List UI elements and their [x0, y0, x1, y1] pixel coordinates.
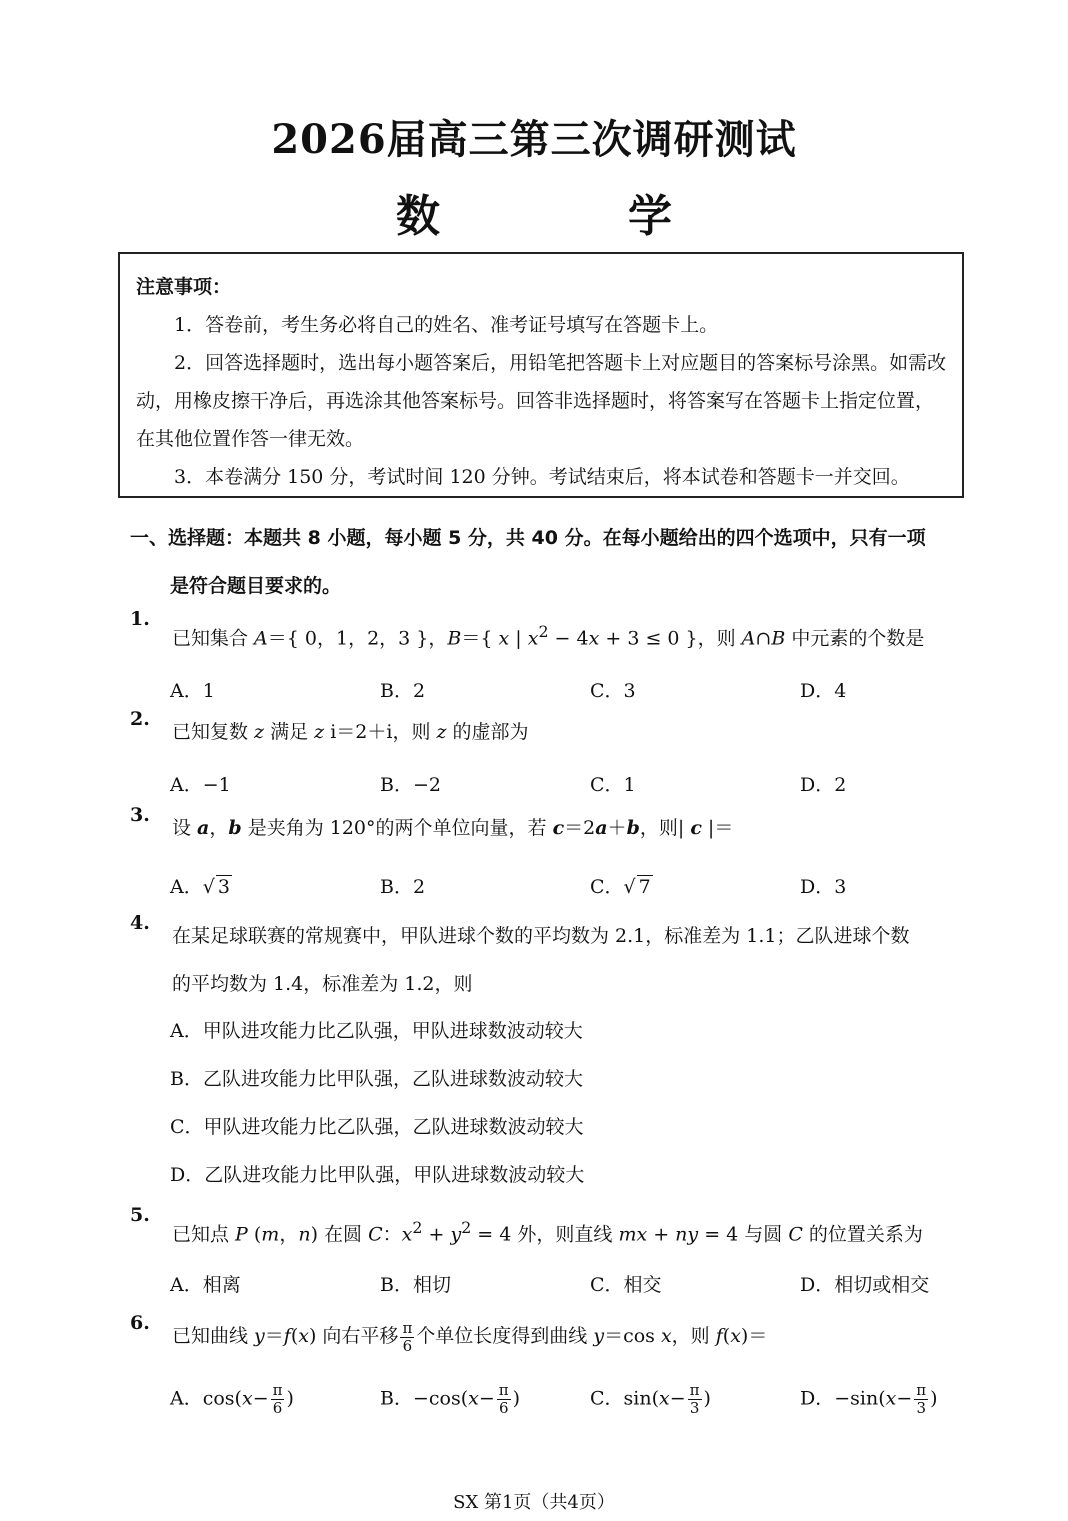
question-number: 6. [130, 1312, 150, 1334]
option-d[interactable]: D．乙队进攻能力比甲队强，甲队进球数波动较大 [170, 1164, 585, 1186]
option-a[interactable]: A．甲队进攻能力比乙队强，甲队进球数波动较大 [170, 1020, 583, 1042]
option-b[interactable]: B．2 [380, 876, 426, 898]
option-b[interactable]: B．2 [380, 680, 426, 702]
option-b[interactable]: B．乙队进攻能力比甲队强，乙队进球数波动较大 [170, 1068, 583, 1090]
question-number: 1. [130, 608, 150, 630]
option-a-label: A． [170, 876, 203, 898]
question-number: 3. [130, 804, 150, 826]
question-stem-line-1: 在某足球联赛的常规赛中，甲队进球个数的平均数为 2.1，标准差为 1.1；乙队进球个数 [172, 925, 910, 947]
option-b[interactable]: B．−2 [380, 774, 441, 796]
notice-item-1: 1．答卷前，考生务必将自己的姓名、准考证号填写在答题卡上。 [174, 314, 719, 336]
subject-title: 数 学 [396, 191, 744, 242]
option-a[interactable]: A．cos(x− $\frac{\pi}{6}$ ) [170, 1381, 294, 1417]
section-heading-line-2: 是符合题目要求的。 [170, 575, 342, 597]
option-d[interactable]: D．4 [800, 680, 847, 702]
exam-title: 2026届高三第三次调研测试 [271, 116, 797, 163]
option-a[interactable]: A．1 [170, 680, 215, 702]
option-c-label: C． [590, 876, 624, 898]
question-stem: 已知点 P (m，n) 在圆 C：$x^2 + y^2 = 4$ 外，则直线 mx + ny = 4 与圆 C 的位置关系为 [172, 1218, 923, 1246]
notice-heading: 注意事项： [136, 276, 232, 298]
option-b[interactable]: B．相切 [380, 1274, 451, 1296]
question-stem: 设 a，b 是夹角为 120°的两个单位向量，若 c＝2a＋b，则| c |＝ [172, 817, 734, 839]
question-number: 2. [130, 708, 150, 730]
option-d[interactable]: D．2 [800, 774, 847, 796]
section-heading-line-1: 一、选择题：本题共 8 小题，每小题 5 分，共 40 分。在每小题给出的四个选项中，只有一项 [130, 527, 926, 549]
option-d[interactable]: D．−sin(x− $\frac{\pi}{3}$ ) [800, 1381, 938, 1417]
option-c[interactable]: C．3 [590, 680, 636, 702]
option-d[interactable]: D．相切或相交 [800, 1274, 930, 1296]
question-stem: 已知集合 A＝{ 0，1，2，3 }，B＝{ x | $x^2 - 4x + 3 \le 0$ }，则 A∩B 中元素的个数是 [172, 622, 925, 650]
section-heading [130, 514, 970, 610]
notice-item-2: 2．回答选择题时，选出每小题答案后，用铅笔把答题卡上对应题目的答案标号涂黑。如需改动，用橡皮擦干净后，再选涂其他答案标号。回答非选择题时，将答案写在答题卡上指定位置，在其他位置作答一律无效。 [136, 352, 947, 450]
option-c[interactable]: C．甲队进攻能力比乙队强，乙队进球数波动较大 [170, 1116, 584, 1138]
question-stem: 已知复数 z 满足 z i＝2＋i，则 z 的虚部为 [172, 721, 529, 743]
page-footer: SX 第1页（共4页） [453, 1492, 615, 1513]
question-stem: 已知曲线 y＝f(x) 向右平移 $\frac{\pi}{6}$ 个单位长度得到曲线 y＝cos x，则 f(x)＝ [172, 1318, 768, 1355]
question-stem-line-2: 的平均数为 1.4，标准差为 1.2，则 [172, 973, 473, 995]
option-b[interactable]: B．−cos(x− $\frac{\pi}{6}$ ) [380, 1381, 521, 1417]
notice-item-3: 3．本卷满分 150 分，考试时间 120 分钟。考试结束后，将本试卷和答题卡一并交回。 [174, 466, 910, 488]
question-number: 5. [130, 1204, 150, 1226]
notice-box [118, 252, 964, 498]
option-c[interactable]: C．相交 [590, 1274, 662, 1296]
option-a[interactable]: A．√ 3 [170, 876, 230, 898]
option-a[interactable]: A．−1 [170, 774, 231, 796]
question-number: 4. [130, 912, 150, 934]
option-a[interactable]: A．相离 [170, 1274, 241, 1296]
option-d[interactable]: D．3 [800, 876, 847, 898]
option-c[interactable]: C．sin(x− $\frac{\pi}{3}$ ) [590, 1381, 711, 1417]
option-c[interactable]: C．1 [590, 774, 636, 796]
question-stem [172, 912, 970, 1008]
option-c[interactable]: C．√ 7 [590, 876, 651, 898]
